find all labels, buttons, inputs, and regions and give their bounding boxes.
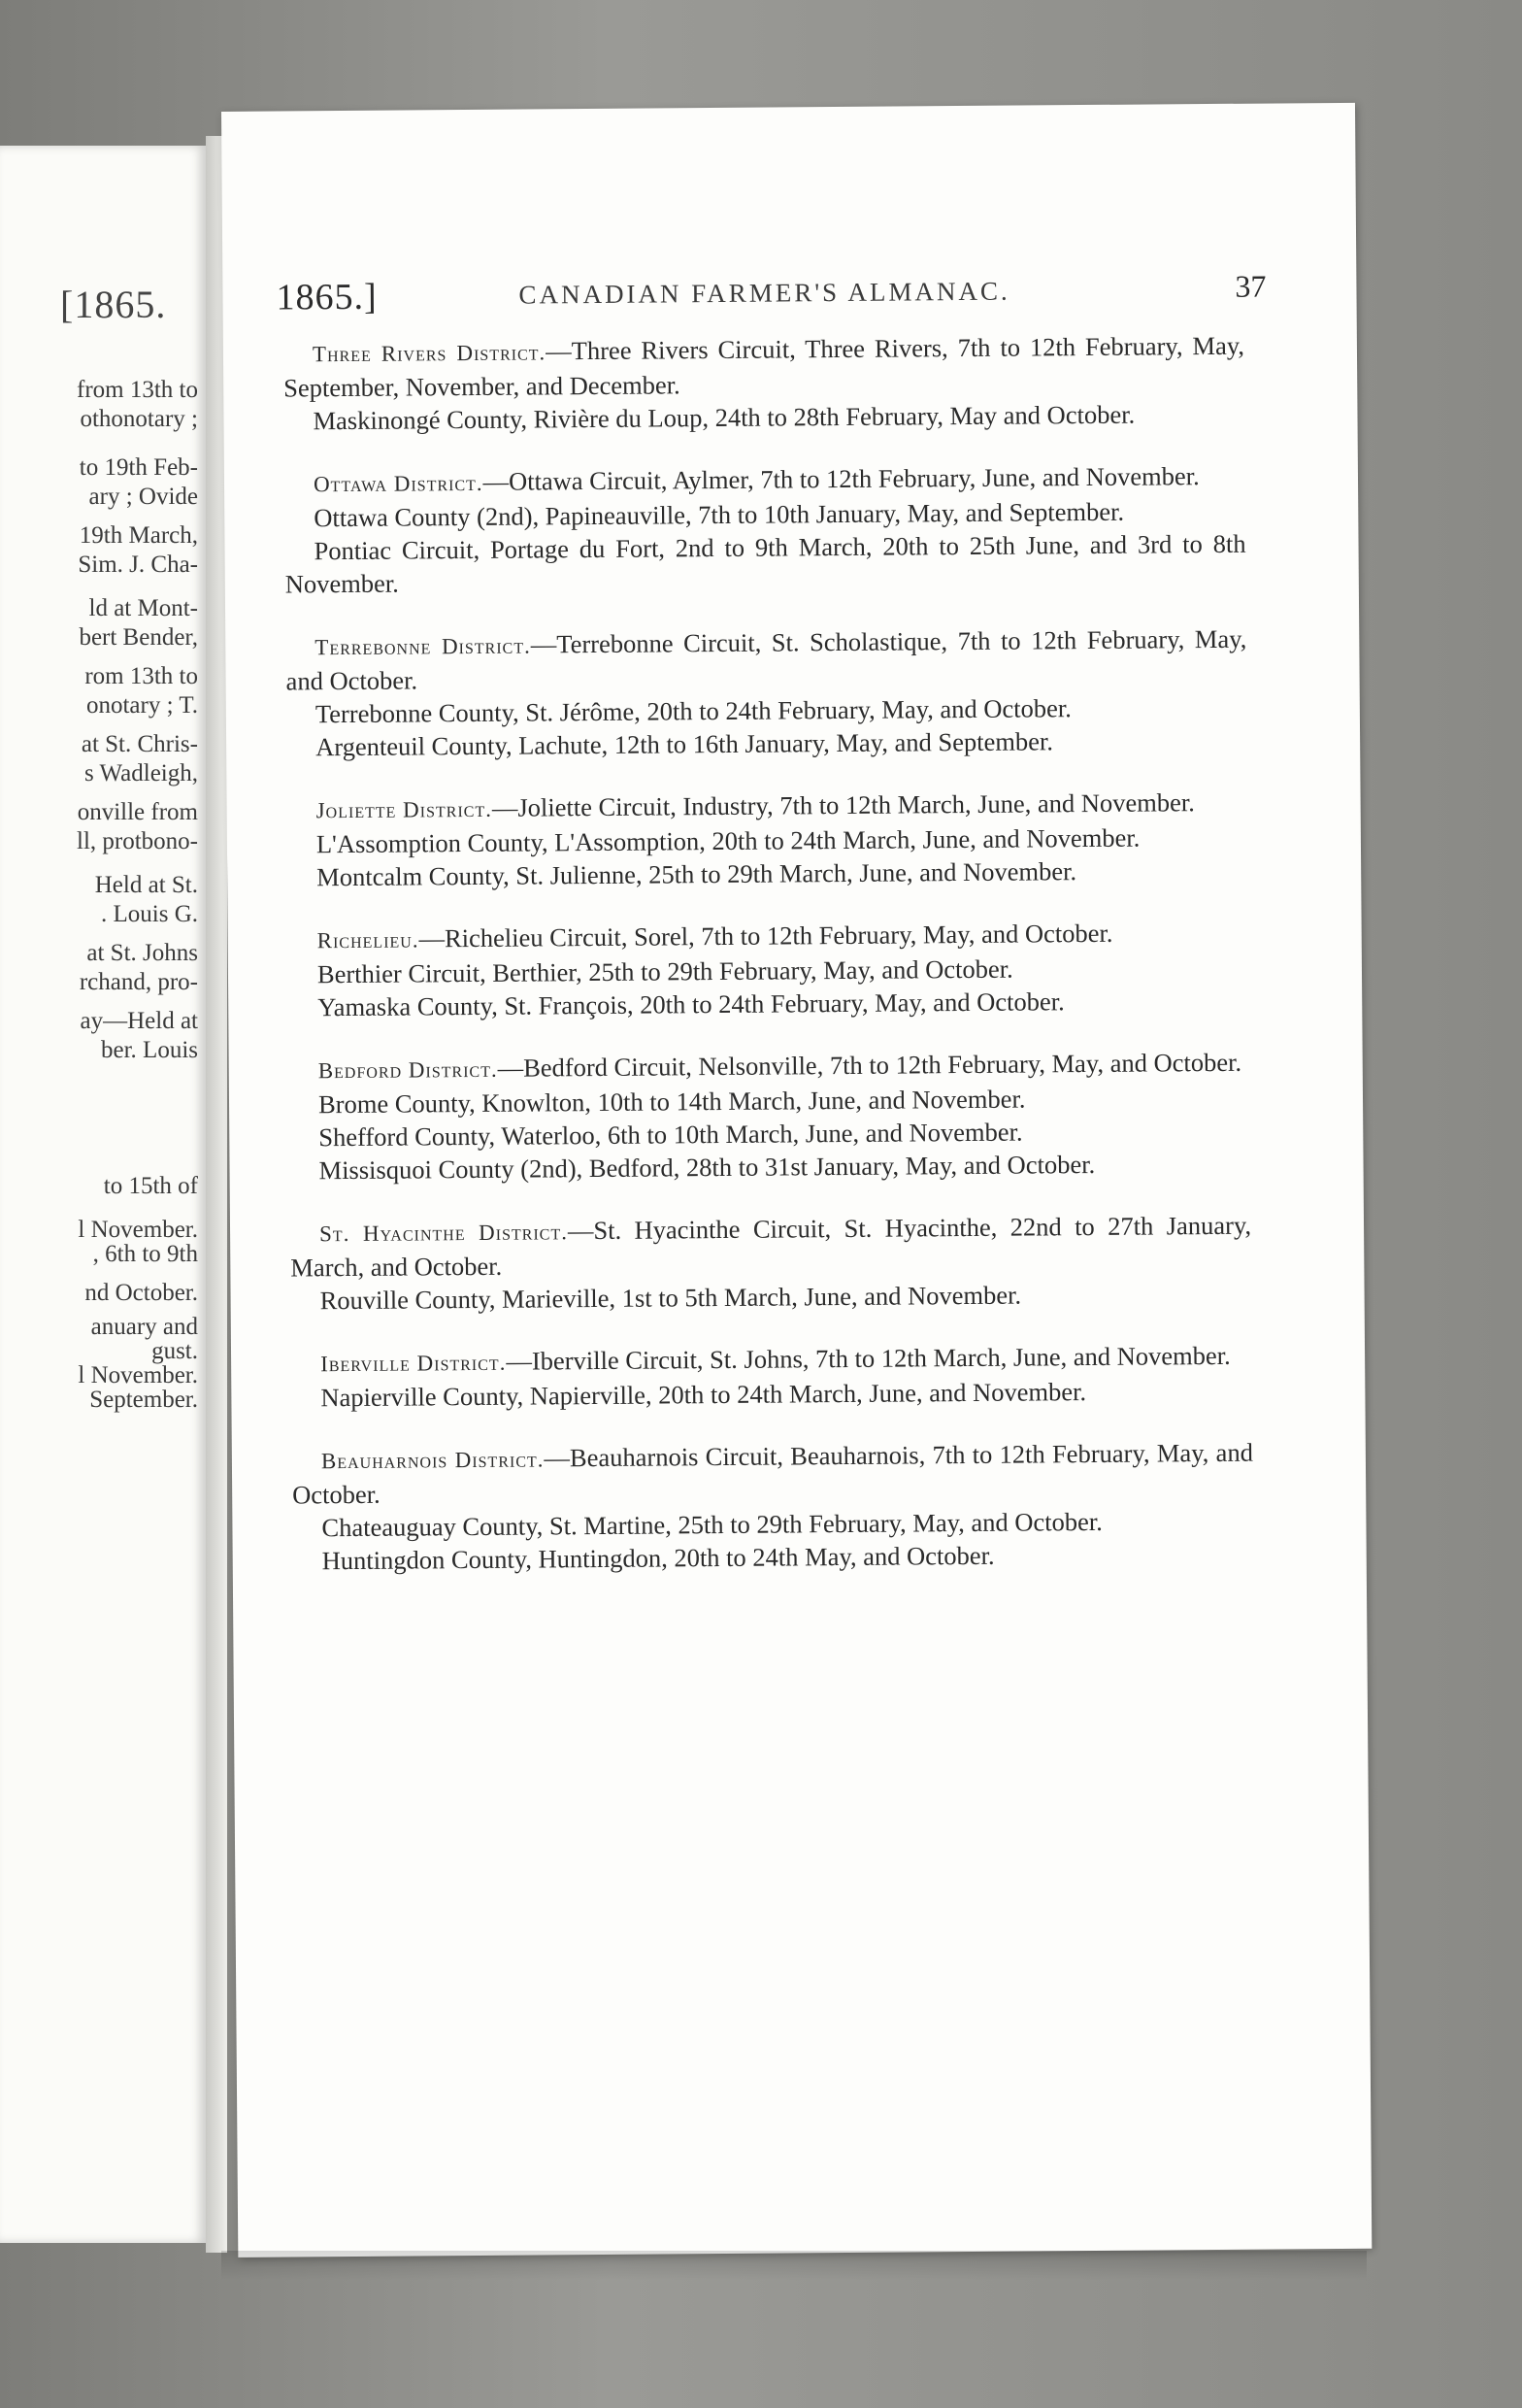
district-lead-paragraph (283, 329, 1245, 405)
left-page-fragment: s Wadleigh, (84, 760, 198, 786)
county-paragraph (287, 853, 1248, 894)
left-page-fragment: ay—Held at (80, 1008, 198, 1034)
district-name: Joliette District. (315, 796, 493, 823)
left-page-fragment: onotary ; T. (85, 692, 198, 719)
paragraph-text: —St. Hyacinthe Circuit, St. Hyacinthe, 22nd to 27th January, March, and October. (290, 1210, 1252, 1283)
district-entry (292, 1436, 1254, 1578)
paragraph-text: Yamaska County, St. François, 20th to 24th February, May, and October. (317, 987, 1065, 1022)
left-page-fragment: l November. (78, 1362, 198, 1388)
paragraph-text: Ottawa County (2nd), Papineauville, 7th to 10th January, May, and September. (314, 496, 1125, 533)
paragraph-text: —Joliette Circuit, Industry, 7th to 12th March, June, and November. (491, 787, 1195, 822)
running-header (276, 269, 1266, 325)
paragraph-text: Chateauguay County, St. Martine, 25th to 29th February, May, and October. (321, 1506, 1103, 1543)
district-name: Ottawa District. (313, 470, 483, 497)
paragraph-text: Brome County, Knowlton, 10th to 14th March, June, and November. (317, 1084, 1026, 1120)
paragraph-text: Napierville County, Napierville, 20th to 24th March, June, and November. (320, 1377, 1087, 1413)
left-page-fragment: September. (89, 1387, 198, 1413)
district-entry (289, 1046, 1251, 1187)
district-entry (288, 916, 1250, 1024)
district-lead-paragraph (292, 1436, 1254, 1512)
paragraph-text: Rouville County, Marieville, 1st to 5th March, June, and November. (319, 1280, 1022, 1316)
almanac-page (221, 103, 1372, 2258)
paragraph-text: Terrebonne County, St. Jérôme, 20th to 24th February, May, and October. (314, 693, 1072, 729)
paragraph-text: —Beauharnois Circuit, Beauharnois, 7th to 12th February, May, and October. (292, 1437, 1253, 1510)
district-lead-paragraph (285, 622, 1247, 698)
left-page-fragment: at St. Chris- (81, 731, 198, 757)
county-paragraph (290, 1277, 1251, 1318)
county-paragraph (286, 723, 1247, 764)
left-page-fragment: . Louis G. (101, 901, 198, 927)
county-paragraph (284, 527, 1246, 601)
left-page-fragment: rom 13th to (84, 663, 198, 689)
left-page-fragment: anuary and (90, 1314, 198, 1340)
left-page-fragment: bert Bender, (79, 624, 198, 651)
district-name: Terrebonne District. (314, 633, 531, 660)
county-paragraph (289, 1147, 1250, 1187)
paragraph-text: Montcalm County, St. Julienne, 25th to 29th March, June, and November. (316, 856, 1077, 892)
left-page-fragment: ld at Mont- (88, 595, 198, 621)
county-paragraph (291, 1374, 1252, 1415)
district-name: Three Rivers District. (312, 340, 546, 367)
district-list (283, 329, 1254, 1607)
left-page-fragment: from 13th to (77, 377, 198, 403)
district-entry (283, 329, 1245, 438)
district-name: Richelieu. (316, 927, 419, 953)
left-page-year: [1865. (60, 283, 167, 326)
district-name: Beauharnois District. (320, 1447, 545, 1474)
paragraph-text: —Iberville Circuit, St. Johns, 7th to 12th March, June, and November. (506, 1340, 1231, 1376)
county-paragraph (283, 397, 1244, 438)
paragraph-text: Berthier Circuit, Berthier, 25th to 29th February, May, and October. (316, 953, 1013, 989)
page-number: 37 (1235, 268, 1267, 304)
left-page-fragment: l November. (78, 1217, 198, 1243)
left-page-fragment: ll, protbono- (77, 828, 198, 854)
paragraph-text: Huntingdon County, Huntingdon, 20th to 24th May, and October. (321, 1540, 995, 1576)
header-title: CANADIAN FARMER'S ALMANAC. (518, 276, 1010, 310)
left-page-fragment: Sim. J. Cha- (78, 552, 198, 578)
district-entry (285, 622, 1247, 764)
left-page-fragment: ary ; Ovide (88, 484, 198, 510)
left-page-fragment: Held at St. (94, 872, 198, 898)
county-paragraph (288, 984, 1249, 1024)
paragraph-text: —Terrebonne Circuit, St. Scholastique, 7th to 12th February, May, and October. (285, 623, 1247, 696)
paragraph-text: —Bedford Circuit, Nelsonville, 7th to 12th February, May, and October. (497, 1047, 1242, 1083)
district-lead-paragraph (290, 1209, 1252, 1285)
left-page-fragment: nd October. (84, 1280, 198, 1306)
district-name: Iberville District. (320, 1350, 507, 1377)
left-page-fragment: rchand, pro- (79, 969, 198, 995)
paragraph-text: Argenteuil County, Lachute, 12th to 16th January, May, and September. (315, 726, 1054, 762)
left-page-fragment: othonotary ; (80, 406, 198, 432)
district-entry (290, 1209, 1252, 1318)
paragraph-text: Pontiac Circuit, Portage du Fort, 2nd to 9th March, 20th to 25th June, and 3rd to 8th November. (284, 528, 1246, 599)
left-page-fragment: onville from (77, 799, 198, 825)
district-entry (287, 786, 1249, 894)
left-page-fragment: at St. Johns (86, 940, 198, 966)
district-entry (284, 459, 1246, 601)
left-facing-page (0, 146, 206, 2243)
left-page-fragment: to 15th of (103, 1173, 198, 1199)
paragraph-text: L'Assomption County, L'Assomption, 20th to 24th March, June, and November. (315, 822, 1141, 859)
district-name: St. Hyacinthe District. (318, 1220, 569, 1247)
left-page-fragment: to 19th Feb- (79, 454, 198, 481)
left-page-fragment: , 6th to 9th (92, 1241, 198, 1267)
paragraph-text: Missisquoi County (2nd), Bedford, 28th to 31st January, May, and October. (318, 1149, 1096, 1186)
district-name: Bedford District. (317, 1056, 498, 1084)
county-paragraph (293, 1537, 1254, 1578)
paragraph-text: —Three Rivers Circuit, Three Rivers, 7th to 12th February, May, September, November, and December. (283, 330, 1245, 403)
header-year: 1865.] (276, 276, 378, 318)
left-page-fragment: ber. Louis (101, 1037, 198, 1063)
paragraph-text: —Ottawa Circuit, Aylmer, 7th to 12th February, June, and November. (482, 461, 1200, 496)
left-page-fragment: 19th March, (79, 522, 198, 549)
left-page-fragment: gust. (151, 1338, 198, 1364)
paragraph-text: Shefford County, Waterloo, 6th to 10th March, June, and November. (318, 1117, 1023, 1153)
paragraph-text: Maskinongé County, Rivière du Loup, 24th to 28th February, May and October. (313, 399, 1136, 436)
paragraph-text: —Richelieu Circuit, Sorel, 7th to 12th February, May, and October. (418, 918, 1113, 953)
page-bottom-shadow (221, 2251, 1367, 2280)
district-entry (291, 1339, 1253, 1415)
